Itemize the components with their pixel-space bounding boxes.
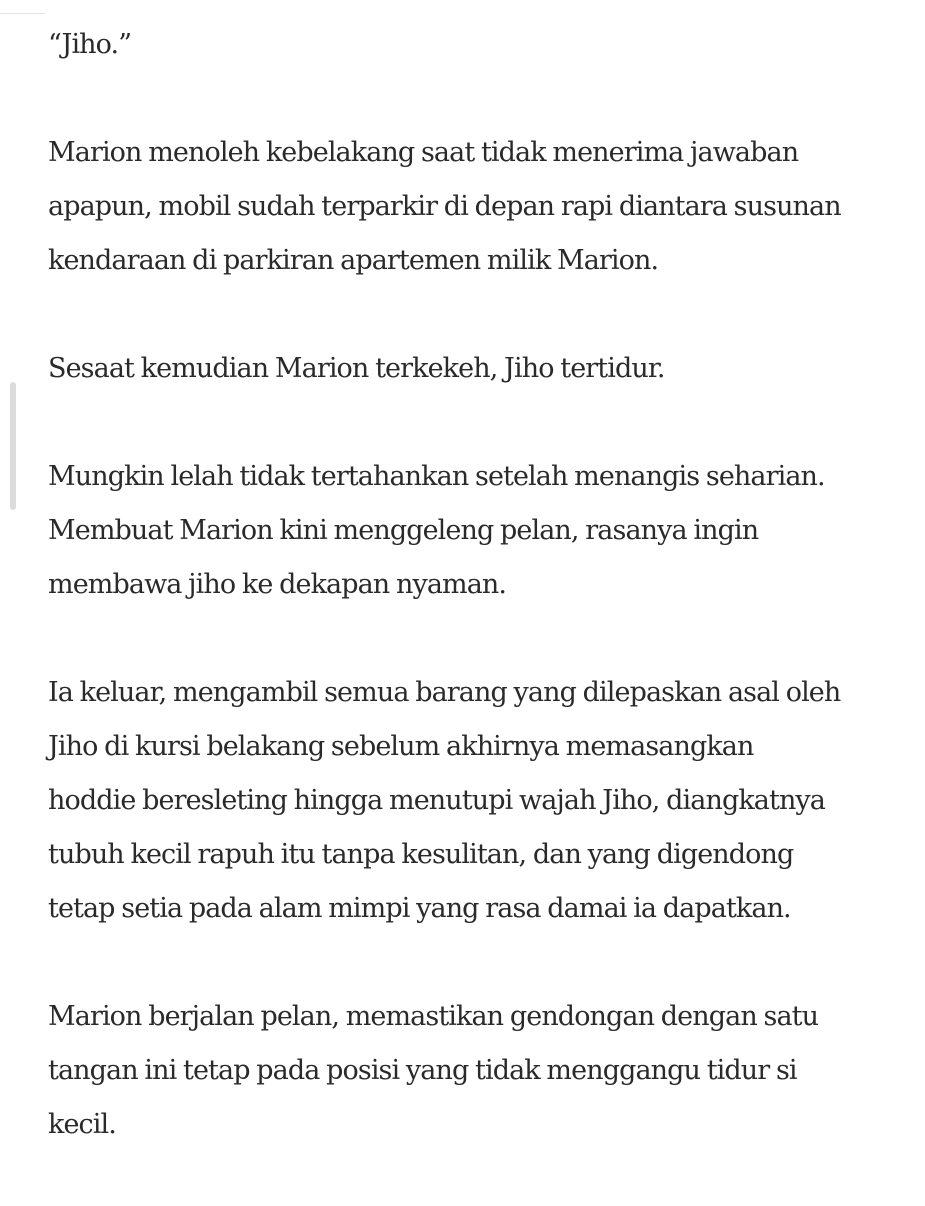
paragraph-1 <box>48 18 898 72</box>
text-line: apapun, mobil sudah terparkir di depan rapi diantara susunan <box>48 191 841 222</box>
paragraph-5 <box>48 666 898 936</box>
text-line: Mungkin lelah tidak tertahankan setelah menangis seharian. <box>48 461 825 492</box>
article-body <box>48 18 898 1206</box>
text-line: kendaraan di parkiran apartemen milik Marion. <box>48 245 659 276</box>
paragraph-2 <box>48 126 898 288</box>
text-line: Ia keluar, mengambil semua barang yang dilepaskan asal oleh <box>48 677 841 708</box>
scroll-indicator[interactable] <box>10 382 16 510</box>
text-line: “Jiho.” <box>48 29 132 60</box>
text-line: Jiho di kursi belakang sebelum akhirnya memasangkan <box>48 731 754 762</box>
paragraph-3 <box>48 342 898 396</box>
text-line: Marion menoleh kebelakang saat tidak menerima jawaban <box>48 137 799 168</box>
paragraph-4 <box>48 450 898 612</box>
top-edge-divider <box>0 0 45 14</box>
text-line: hoddie beresleting hingga menutupi wajah Jiho, diangkatnya <box>48 785 825 816</box>
text-line: tangan ini tetap pada posisi yang tidak menggangu tidur si <box>48 1055 797 1086</box>
paragraph-6 <box>48 990 898 1152</box>
text-line: membawa jiho ke dekapan nyaman. <box>48 569 507 600</box>
text-line: tetap setia pada alam mimpi yang rasa damai ia dapatkan. <box>48 893 791 924</box>
text-line: kecil. <box>48 1109 116 1140</box>
text-line: tubuh kecil rapuh itu tanpa kesulitan, dan yang digendong <box>48 839 794 870</box>
text-line: Sesaat kemudian Marion terkekeh, Jiho tertidur. <box>48 353 665 384</box>
text-line: Membuat Marion kini menggeleng pelan, rasanya ingin <box>48 515 759 546</box>
text-line: Marion berjalan pelan, memastikan gendongan dengan satu <box>48 1001 819 1032</box>
